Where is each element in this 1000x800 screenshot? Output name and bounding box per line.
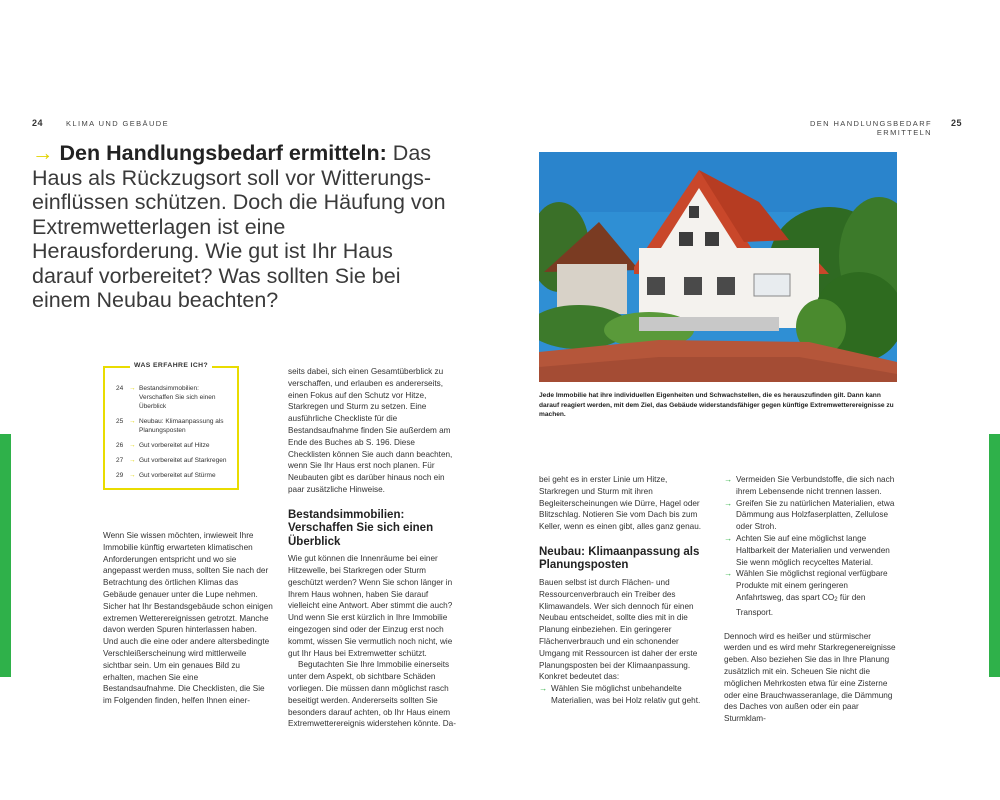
body-paragraph: Dennoch wird es heißer und stürmischer werden und es wird mehr Starkregenereignisse geben. Also beziehen Sie das in Ihre Planung zusätzlich mit ein. Scheuen Sie nicht die möglichen Mehrkosten etwa für eine Zisterne oder eine Brauchwasseranlage, die Dämmung des Daches von außen oder ein paar Sturmklam-	[724, 631, 896, 724]
body-paragraph: Begutachten Sie Ihre Immobilie einerseits unter dem Aspekt, ob sichtbare Schäden vorliegen. Die müssen dann möglichst rasch beseitigt werden. Andererseits sollten Sie besonders darauf achten, ob Ihr Haus einem Extremwetterereignis widerstehen könnte. Da-	[288, 660, 456, 729]
yellow-arrow-icon: →	[129, 472, 136, 479]
body-paragraph: Bauen selbst ist durch Flächen- und Ressourcenverbrauch ein Treiber des Klimawandels. Wer sich dennoch für einen Neubau entscheidet, sollte dies mit in die Planung einbeziehen. Ein geringerer Flächenverbrauch und ein schonender Umgang mit Ressourcen ist daher der erste Planungsposten bei der Klimaanpassung. Konkret bedeutet das:	[539, 577, 698, 682]
toc-page: 24	[116, 385, 124, 392]
toc-item[interactable]	[116, 471, 234, 480]
right-edge-tab	[989, 434, 1000, 677]
list-item	[724, 474, 896, 498]
toc-text: Gut vorbereitet auf Hitze	[139, 442, 210, 449]
house-photo	[539, 152, 897, 382]
info-box-list	[116, 384, 234, 486]
list-item	[539, 683, 709, 707]
yellow-arrow-icon: →	[129, 385, 136, 392]
list-item-text: Vermeiden Sie Verbundstoffe, die sich nach ihrem Lebensende nicht trennen lassen.	[736, 475, 895, 496]
co2-subscript: 2	[834, 596, 838, 603]
photo-caption: Jede Immobilie hat ihre individuellen Eigenheiten und Schwachstellen, die es herauszufinden gilt. Dann kann darauf reagiert werden, mit dem Ziel, das Gebäude widerstandsfähiger gegen künftige Extremwetterereignisse zu machen.	[539, 392, 894, 418]
body-paragraph: seits dabei, sich einen Gesamtüberblick zu verschaffen, und erlauben es andererseits, einen Fokus auf den Schutz vor Hitze, Starkregen und Sturm zu setzen. Eine ausführliche Checkliste für die Bestandsaufnahme finden Sie außerdem am Ende des Buches ab S. 196. Diese Checklisten können Sie auch dann beachten, wenn Sie Ihr Haus erst noch planen. Für Neubauten gibt es darüber hinaus noch ein paar zusätzliche Hinweise.	[288, 367, 453, 494]
page-number-right: 25	[951, 118, 963, 128]
toc-text: Neubau: Klimaanpassung als Planungsposten	[139, 418, 224, 434]
toc-text: Gut vorbereitet auf Stürme	[139, 472, 216, 479]
list-item-text: Achten Sie auf eine möglichst lange Haltbarkeit der Materialien und verwenden Sie wenn möglich recyceltes Material.	[736, 533, 890, 567]
running-head-left: KLIMA UND GEBÄUDE	[66, 119, 169, 128]
green-arrow-icon: →	[539, 684, 548, 694]
info-box	[103, 362, 239, 490]
section-heading: Bestandsimmobilien: Verschaffen Sie sich einen Überblick	[288, 508, 434, 548]
text-column-1	[103, 530, 273, 707]
toc-item[interactable]	[116, 456, 234, 465]
green-arrow-icon: →	[724, 475, 733, 484]
green-arrow-icon: →	[724, 569, 733, 579]
list-item	[724, 568, 896, 618]
list-item-text: Wählen Sie möglichst unbehandelte Materialien, was bei Holz relativ gut geht.	[551, 684, 701, 705]
yellow-arrow-icon: →	[129, 442, 136, 449]
info-box-heading: WAS ERFAHRE ICH?	[130, 362, 212, 369]
toc-page: 25	[116, 418, 124, 425]
body-paragraph: Wenn Sie wissen möchten, inwieweit Ihre Immobilie künftig erwarteten klimatischen Anforderungen entspricht und wo sie angepasst werden muss, sollten Sie nach der Betrachtung des örtlichen Klimas das Gebäude genauer unter die Lupe nehmen. Sicher hat Ihr Bestandsgebäude schon einigen extremen Wetterereignissen getrotzt. Manche davon werden Spuren hinterlassen haben. Und auch die eine oder andere altersbedingte Verschleißerscheinung wird mittlerweile sichtbar sein. Um ein genaues Bild zu erhalten, machen Sie eine Bestandsaufnahme. Die Checklisten, die Sie im Folgenden finden, helfen Ihnen einer-	[103, 531, 273, 706]
toc-text: Bestandsimmobilien: Verschaffen Sie sich einen Überblick	[139, 385, 216, 410]
toc-page: 26	[116, 442, 124, 449]
yellow-arrow-icon: →	[129, 457, 136, 464]
yellow-arrow-icon: →	[32, 141, 54, 165]
toc-text: Gut vorbereitet auf Starkregen	[139, 457, 227, 464]
text-column-2	[288, 366, 458, 730]
text-column-3	[539, 474, 709, 707]
list-item-text-tail: für den Transport.	[736, 592, 866, 617]
green-arrow-icon: →	[724, 498, 733, 508]
toc-page: 29	[116, 472, 124, 479]
house-illustration	[539, 152, 897, 382]
title-text: Das Haus als Rückzugsort soll vor Witterungseinflüssen schützen. Doch die Häufung von Extremwetterlagen ist eine Herausforderung. Wie gut ist Ihr Haus darauf vorbereitet? Was sollten Sie bei einem Neubau beachten?	[32, 141, 446, 312]
page-number-left: 24	[32, 118, 44, 128]
section-heading: Neubau: Klimaanpassung als Planungsposten	[539, 545, 700, 572]
text-column-4	[724, 474, 896, 725]
list-item-text: Greifen Sie zu natürlichen Materialien, etwa Dämmung aus Holzfaserplatten, Zellulose oder Stroh.	[736, 498, 895, 532]
title-bold: Den Handlungsbedarf ermitteln:	[59, 141, 387, 165]
toc-item[interactable]	[116, 441, 234, 450]
body-paragraph: bei geht es in erster Linie um Hitze, Starkregen und Sturm mit ihren Begleiterscheinungen wie Dürre, Hagel oder Blitzschlag. Notieren Sie vom Dach bis zum Keller, wenn es einen gibt, alles ganz genau.	[539, 475, 702, 532]
toc-page: 27	[116, 457, 124, 464]
left-edge-tab	[0, 434, 11, 677]
running-head-right: DEN HANDLUNGSBEDARF ERMITTELN	[809, 119, 932, 137]
body-paragraph: Wie gut können die Innenräume bei einer Hitzewelle, bei Starkregen oder Sturm geschützt werden? Wenn Sie schon länger in Ihrem Haus wohnen, haben Sie darauf vielleicht eine Antwort. Aber stimmt die auch? Und wenn Sie erst kürzlich in Ihre Immobilie eingezogen sind oder der Einzug erst noch kommt, wissen Sie vermutlich noch nicht, wie gut Ihr Haus bei Extremwetter schützt.	[288, 554, 453, 658]
list-item	[724, 533, 896, 568]
list-item	[724, 498, 896, 533]
toc-item[interactable]	[116, 384, 234, 411]
toc-item[interactable]	[116, 417, 234, 435]
green-arrow-icon: →	[724, 533, 733, 543]
chapter-intro-title	[32, 141, 452, 313]
yellow-arrow-icon: →	[129, 418, 136, 425]
list-item-text-main: Wählen Sie möglichst regional verfügbare Produkte mit einem geringeren Anfahrtsweg, das spart CO	[736, 569, 888, 602]
list-item-text	[736, 568, 896, 618]
